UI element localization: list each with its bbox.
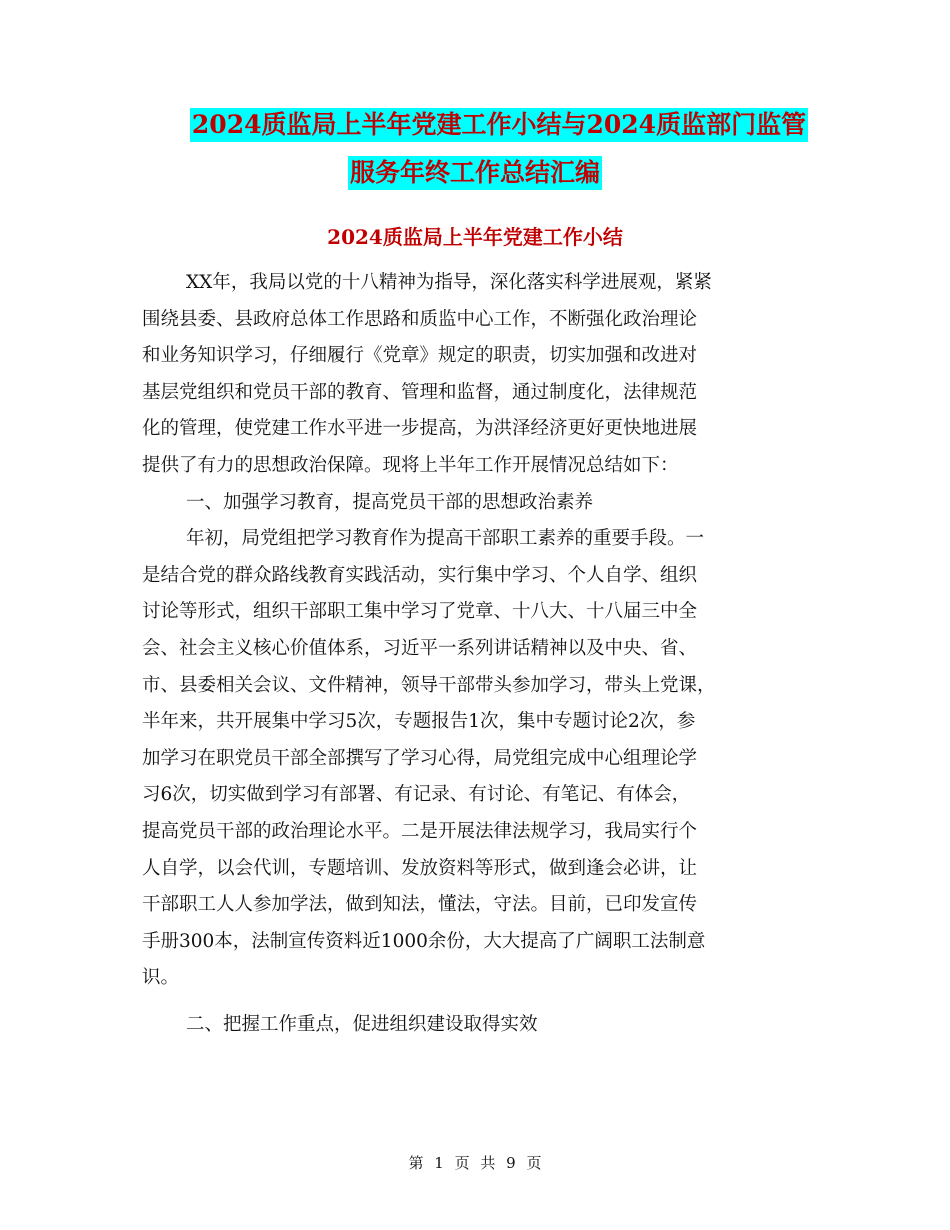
paragraph-line: XX年，我局以党的十八精神为指导，深化落实科学进展观，紧紧 (186, 272, 712, 293)
paragraph-line: 是结合党的群众路线教育实践活动，实行集中学习、个人自学、组织 (142, 564, 698, 586)
paragraph-line: 和业务知识学习，仔细履行《党章》规定的职责，切实加强和改进对 (142, 345, 698, 367)
paragraph-line: 市、县委相关会议、文件精神，领导干部带头参加学习，带头上党课， (142, 674, 716, 696)
section-heading: 二、把握工作重点，促进组织建设取得实效 (186, 1013, 538, 1035)
paragraph-line: 化的管理，使党建工作水平进一步提高，为洪泽经济更好更快地进展 (142, 418, 698, 440)
document-body (142, 265, 808, 1043)
paragraph-line: 人自学，以会代训，专题培训、发放资料等形式，做到逢会必讲，让 (142, 857, 698, 879)
document-title (0, 108, 950, 204)
paragraph-line: 会、社会主义核心价值体系，习近平一系列讲话精神以及中央、省、 (142, 637, 698, 659)
paragraph-line: 提高党员干部的政治理论水平。二是开展法律法规学习，我局实行个 (142, 820, 698, 842)
paragraph-line: 基层党组织和党员干部的教育、管理和监督，通过制度化，法律规范 (142, 381, 698, 403)
paragraph-line: 加学习在职党员干部全部撰写了学习心得，局党组完成中心组理论学 (142, 747, 698, 769)
paragraph-line: 讨论等形式，组织干部职工集中学习了党章、十八大、十八届三中全 (142, 601, 698, 623)
paragraph-line: 年初，局党组把学习教育作为提高干部职工素养的重要手段。一 (186, 528, 705, 550)
paragraph-line: 手册300本，法制宣传资料近1000余份，大大提高了广阔职工法制意 (142, 930, 706, 952)
paragraph-line: 围绕县委、县政府总体工作思路和质监中心工作，不断强化政治理论 (142, 308, 698, 330)
section-heading: 一、加强学习教育，提高党员干部的思想政治素养 (186, 491, 594, 513)
paragraph-line: 识。 (142, 967, 180, 989)
paragraph-line: 习6次，切实做到学习有部署、有记录、有讨论、有笔记、有体会， (142, 784, 691, 806)
page-footer: 第 1 页 共 9 页 (408, 1154, 542, 1172)
paragraph-line: 半年来，共开展集中学习5次，专题报告1次，集中专题讨论2次，参 (142, 711, 696, 733)
paragraph-line: 干部职工人人参加学法，做到知法，懂法，守法。目前，已印发宣传 (142, 894, 698, 916)
paragraph-line: 提供了有力的思想政治保障。现将上半年工作开展情况总结如下： (142, 454, 679, 476)
title-line-1: 2024质监局上半年党建工作小结与2024质监部门监管 (190, 108, 808, 142)
section-title: 2024质监局上半年党建工作小结 (327, 225, 623, 249)
title-line-2: 服务年终工作总结汇编 (348, 156, 602, 190)
